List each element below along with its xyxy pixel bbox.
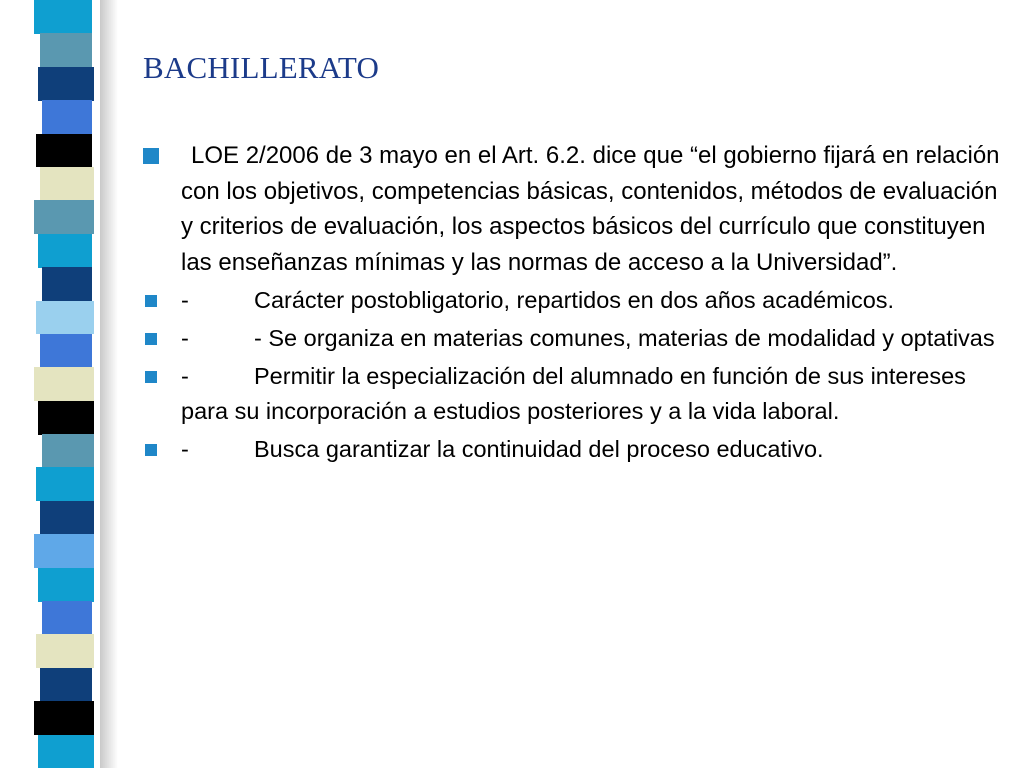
strip-block [34,701,94,735]
bullet-dash: - [181,325,189,351]
strip-block [42,100,92,134]
strip-block [36,467,94,501]
strip-block [40,501,94,535]
strip-block [42,601,92,635]
bullet-text: Permitir la especialización del alumnado en función de sus intereses para su incorporación a estudios posteriores y a la vida laboral. [181,363,966,424]
square-bullet-icon [143,148,159,164]
strip-block [34,367,94,401]
strip-block [42,267,92,301]
square-bullet-icon [145,295,157,307]
strip-block [36,134,92,168]
strip-block [40,33,92,67]
slide-title: BACHILLERATO [143,50,380,85]
strip-block [36,634,94,668]
bullet-item [143,359,1003,429]
strip-block [38,67,94,101]
strip-block [42,434,94,468]
strip-block [40,668,92,702]
bullet-list [143,138,1003,467]
bullet-dash: - [181,363,189,389]
strip-block [38,234,92,268]
bullet-text: Carácter postobligatorio, repartidos en dos años académicos. [254,287,895,313]
strip-block [34,200,94,234]
bullet-item [143,138,1003,280]
strip-block [36,301,94,335]
bullet-dash: - [181,436,189,462]
bullet-item [143,432,1003,467]
bullet-item [143,321,1003,356]
square-bullet-icon [145,371,157,383]
bullet-text: Busca garantizar la continuidad del proceso educativo. [254,436,824,462]
strip-block [38,735,94,768]
strip-shadow [100,0,118,768]
bullet-text: LOE 2/2006 de 3 mayo en el Art. 6.2. dice que “el gobierno fijará en relación con los objetivos, competencias básicas, contenidos, métodos de evaluación y criterios de evaluación, los aspectos básicos del currículo que constituyen las enseñanzas mínimas y las normas de acceso a la Universidad”. [181,142,1000,276]
strip-block [38,401,94,435]
strip-block [38,568,94,602]
strip-block [34,534,94,568]
bullet-text: - Se organiza en materias comunes, materias de modalidad y optativas [254,325,995,351]
strip-block [34,0,92,34]
square-bullet-icon [145,444,157,456]
bullet-item [143,283,1003,318]
bullet-dash: - [181,287,189,313]
slide-content [143,138,1003,470]
strip-block [40,167,94,201]
square-bullet-icon [145,333,157,345]
strip-block [40,334,92,368]
